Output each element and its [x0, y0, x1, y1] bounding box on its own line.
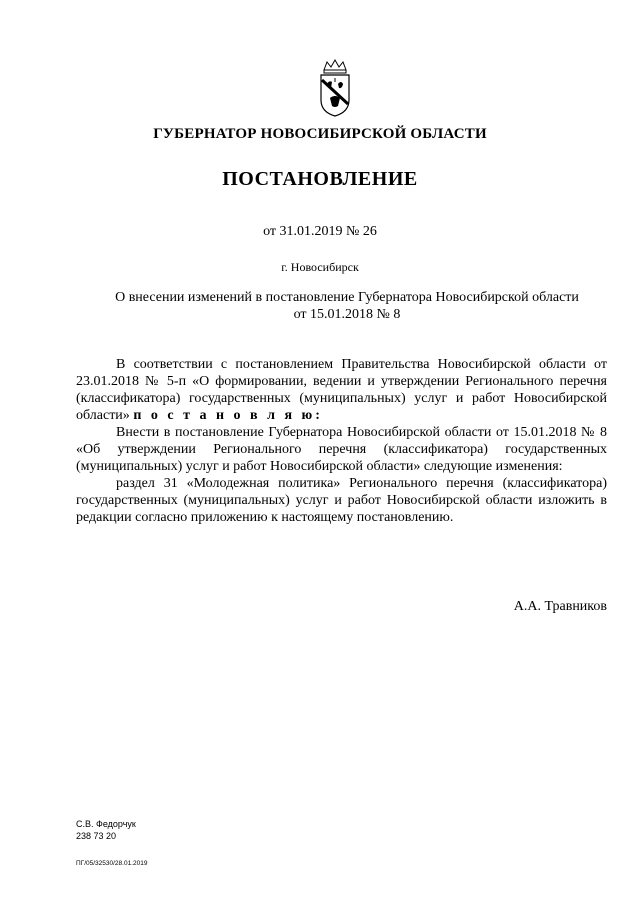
preamble-text: В соответствии с постановлением Правительства Новосибирской области от 23.01.2018 № 5-п «О формировании, ведении и утверждении Регионального перечня (классификатора) государственных (муниципальных) услуг и работ Новосибирской области» — [76, 357, 607, 423]
executor-phone: 238 73 20 — [76, 831, 117, 841]
body-paragraph — [76, 356, 607, 424]
document-date-number: от 31.01.2019 № 26 — [263, 224, 377, 239]
body-paragraph: Внести в постановление Губернатора Новосибирской области от 15.01.2018 № 8 «Об утверждении Регионального перечня (классификатора) государственных (муниципальных) услуг и работ Новосибирской области» следующие изменения: — [76, 425, 607, 474]
document-subject — [96, 289, 598, 323]
signatory-name: А.А. Травников — [513, 599, 607, 614]
document-body — [76, 356, 607, 526]
coat-of-arms-icon — [318, 58, 352, 118]
document-registry-number: ПГ/05/32530/28.01.2019 — [76, 860, 148, 867]
resolve-word: п о с т а н о в л я ю — [133, 408, 316, 423]
resolve-colon: : — [315, 408, 320, 423]
issuer-title: ГУБЕРНАТОР НОВОСИБИРСКОЙ ОБЛАСТИ — [153, 126, 487, 142]
document-type: ПОСТАНОВЛЕНИЕ — [222, 168, 418, 190]
subject-line: от 15.01.2018 № 8 — [293, 307, 401, 322]
issue-city: г. Новосибирск — [281, 260, 359, 274]
executor-info — [76, 818, 136, 842]
body-paragraph: раздел 31 «Молодежная политика» Регионального перечня (классификатора) государственных (муниципальных) услуг и работ Новосибирской области изложить в редакции согласно приложению к настоящему постановлению. — [76, 476, 607, 525]
executor-name: С.В. Федорчук — [76, 819, 136, 829]
subject-line: О внесении изменений в постановление Губернатора Новосибирской области — [115, 290, 579, 305]
